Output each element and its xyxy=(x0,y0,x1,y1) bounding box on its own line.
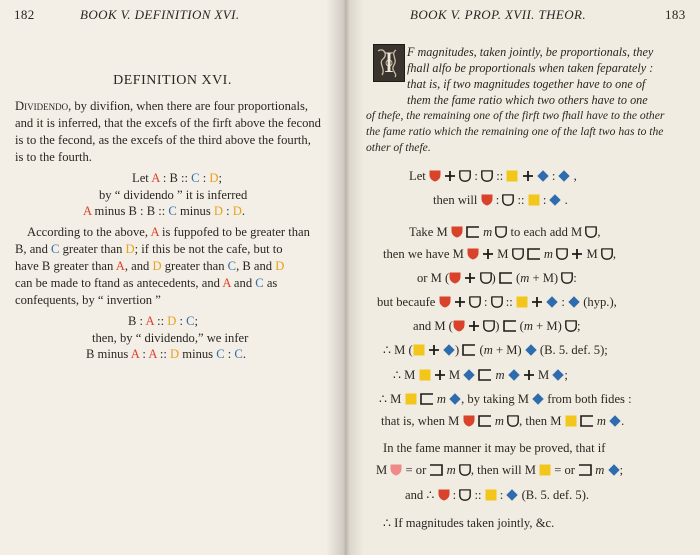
proof-we-have-line: then we have M M m M , xyxy=(383,247,616,261)
bminus-line: B minus A : A :: D minus C : C. xyxy=(86,347,246,361)
blue-diamond-icon xyxy=(449,393,461,405)
para2-line-1: According to the above, A is fuppofed to be greater than xyxy=(27,225,310,239)
left-running-head: BOOK V. DEFINITION XVI. xyxy=(80,7,240,22)
para2-line-4: can be made to ftand as antecedents, and A and C as xyxy=(15,276,278,290)
para1-line-3: is to the fecond, as the excefs of the third above the fourth, xyxy=(15,133,311,147)
plus-icon xyxy=(428,344,440,356)
drop-cap-ornament xyxy=(373,44,405,82)
proof-take-line: Take M m to each add M , xyxy=(409,225,601,239)
para1-line-2: and it is inferred, that the excefs of the firft above the fecond xyxy=(15,116,321,130)
plus-icon xyxy=(531,296,543,308)
cup-icon xyxy=(480,272,492,284)
red-shield-icon xyxy=(481,194,493,206)
blue-diamond-icon xyxy=(608,464,620,476)
proof-let-line: Let : :: : , xyxy=(409,169,577,183)
proof-then-will-line: then will : :: : . xyxy=(433,193,568,207)
greater-than-icon xyxy=(466,226,480,238)
para1-line-4: is to the fourth. xyxy=(15,150,92,164)
conclusion-line: ∴ If magnitudes taken jointly, &c. xyxy=(383,516,555,530)
definition-heading: DEFINITION XVI. xyxy=(113,73,232,88)
left-page xyxy=(0,0,345,555)
b-a-d-c-line: B : A :: D : C; xyxy=(128,314,199,328)
para2-line-3: have B greater than A, and D greater than C, B and D xyxy=(15,259,285,273)
blue-diamond-icon xyxy=(443,344,455,356)
prop-line-4: them the fame ratio which two others have to one xyxy=(407,93,648,107)
plus-icon xyxy=(454,296,466,308)
greater-than-icon xyxy=(503,320,517,332)
plus-icon xyxy=(522,170,534,182)
plus-icon xyxy=(444,170,456,182)
cup-icon xyxy=(481,170,493,182)
cup-icon xyxy=(556,248,568,260)
plus-icon xyxy=(468,320,480,332)
blue-diamond-icon xyxy=(506,489,518,501)
blue-diamond-icon xyxy=(508,369,520,381)
cup-icon xyxy=(495,226,507,238)
cup-icon xyxy=(483,320,495,332)
prop-line-3: that is, if two magnitudes together have to one of xyxy=(407,77,646,91)
yellow-square-icon xyxy=(516,296,528,308)
blue-diamond-icon xyxy=(609,415,621,427)
greater-than-icon xyxy=(527,248,541,260)
plus-icon xyxy=(464,272,476,284)
blue-diamond-icon xyxy=(537,170,549,182)
by-dividendo-line: by “ dividendo ” it is inferred xyxy=(99,188,248,202)
greater-than-icon xyxy=(478,415,492,427)
cup-icon xyxy=(601,248,613,260)
less-than-icon xyxy=(429,464,443,476)
cup-icon xyxy=(491,296,503,308)
blue-diamond-icon xyxy=(463,369,475,381)
then-dividendo-line: then, by “ dividendo,” we infer xyxy=(92,331,249,345)
prop-line-1: F magnitudes, taken jointly, be proportionals, they xyxy=(407,45,654,59)
proof-if-line: M = or m , then will M = or m ; xyxy=(376,463,624,477)
pink-shield-icon xyxy=(390,464,402,476)
yellow-square-icon xyxy=(506,170,518,182)
minus-line: A minus B : B :: C minus D : D. xyxy=(83,204,246,218)
drop-cap-letter: I xyxy=(384,46,394,79)
yellow-square-icon xyxy=(405,393,417,405)
yellow-square-icon xyxy=(485,489,497,501)
let-line: Let A : B :: C : D; xyxy=(132,171,222,185)
cup-icon xyxy=(459,464,471,476)
red-shield-icon xyxy=(439,296,451,308)
para2-line-5: confequents, by “ invertion ” xyxy=(15,293,161,307)
plus-icon xyxy=(571,248,583,260)
proof-and-m-line: and M ( ) (m + M) ; xyxy=(413,319,581,333)
para2-line-2: B, and C greater than D; if this be not the cafe, but to xyxy=(15,242,283,256)
cup-icon xyxy=(565,320,577,332)
proof-therefore-line: ∴ M ( ) (m + M) (B. 5. def. 5); xyxy=(383,343,608,357)
yellow-square-icon xyxy=(565,415,577,427)
blue-diamond-icon xyxy=(525,344,537,356)
proof-taking-line: ∴ M m , by taking M from both fides : xyxy=(379,392,632,406)
right-page-number: 183 xyxy=(665,7,686,22)
red-shield-icon xyxy=(429,170,441,182)
yellow-square-icon xyxy=(413,344,425,356)
left-page-number: 182 xyxy=(14,7,35,22)
plus-icon xyxy=(523,369,535,381)
red-shield-icon xyxy=(467,248,479,260)
blue-diamond-icon xyxy=(532,393,544,405)
blue-diamond-icon xyxy=(549,194,561,206)
prop-line-6: the fame ratio which the remaining one of the laft two has to the xyxy=(366,125,664,138)
blue-diamond-icon xyxy=(546,296,558,308)
proof-and-therefore-line: and ∴ : :: : (B. 5. def. 5). xyxy=(405,488,590,502)
prop-line-7: other of thefe. xyxy=(366,141,431,154)
greater-than-icon xyxy=(420,393,434,405)
proof-or-m-line: or M ( ) (m + M) : xyxy=(417,271,577,285)
red-shield-icon xyxy=(453,320,465,332)
blue-diamond-icon xyxy=(568,296,580,308)
plus-icon xyxy=(482,248,494,260)
cup-icon xyxy=(469,296,481,308)
greater-than-icon xyxy=(580,415,594,427)
cup-icon xyxy=(502,194,514,206)
cup-icon xyxy=(585,226,597,238)
prop-line-2: fhall alfo be proportionals when taken feparately : xyxy=(407,61,654,75)
yellow-square-icon xyxy=(419,369,431,381)
greater-than-icon xyxy=(499,272,513,284)
proof-because-line: but becaufe : :: : (hyp.), xyxy=(377,295,617,309)
greater-than-icon xyxy=(462,344,476,356)
less-than-icon xyxy=(578,464,592,476)
yellow-square-icon xyxy=(528,194,540,206)
yellow-square-icon xyxy=(539,464,551,476)
blue-diamond-icon xyxy=(552,369,564,381)
cup-icon xyxy=(459,170,471,182)
red-shield-icon xyxy=(451,226,463,238)
blue-diamond-icon xyxy=(558,170,570,182)
same-manner-line: In the fame manner it may be proved, that if xyxy=(383,441,606,455)
greater-than-icon xyxy=(478,369,492,381)
cup-icon xyxy=(561,272,573,284)
cup-icon xyxy=(507,415,519,427)
cup-icon xyxy=(459,489,471,501)
proof-therefore-2-line: ∴ M M m M ; xyxy=(393,368,568,382)
plus-icon xyxy=(434,369,446,381)
prop-line-5: of thefe, the remaining one of the firft two fhall have to the other xyxy=(366,109,665,122)
red-shield-icon xyxy=(449,272,461,284)
proof-when-line: that is, when M m , then M m . xyxy=(381,414,625,428)
para1-line-1: Dividendo, by divifion, when there are four proportionals, xyxy=(15,99,309,113)
red-shield-icon xyxy=(463,415,475,427)
right-running-head: BOOK V. PROP. XVII. THEOR. xyxy=(410,7,587,22)
red-shield-icon xyxy=(438,489,450,501)
cup-icon xyxy=(512,248,524,260)
